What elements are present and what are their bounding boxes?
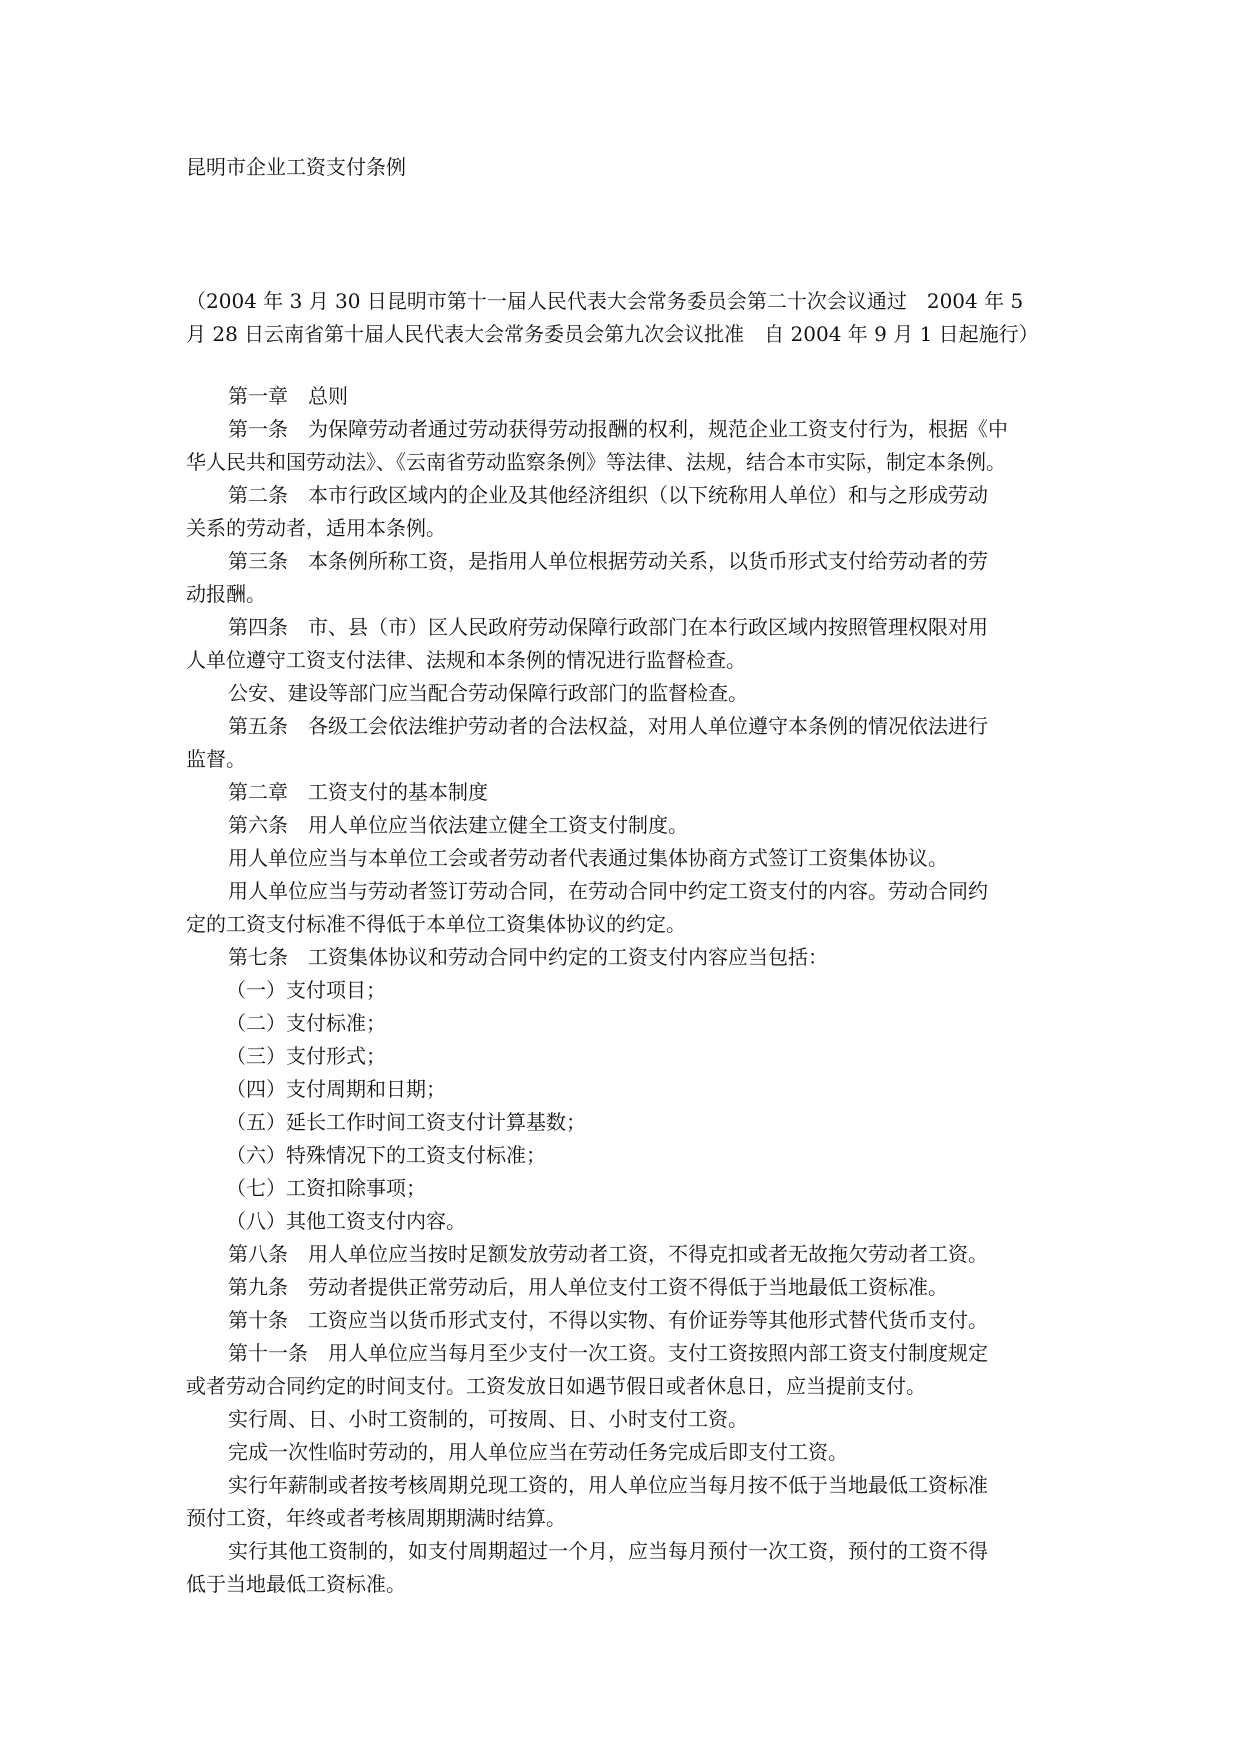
text-line: （七）工资扣除事项； (226, 1176, 426, 1200)
text-line: 动报酬。 (186, 582, 266, 606)
text-line: 实行年薪制或者按考核周期兑现工资的，用人单位应当每月按不低于当地最低工资标准 (228, 1473, 988, 1497)
text-line: 第二条 本市行政区域内的企业及其他经济组织（以下统称用人单位）和与之形成劳动 (228, 483, 988, 507)
text-line: （八）其他工资支付内容。 (226, 1209, 466, 1233)
text-line: （一）支付项目； (226, 978, 386, 1002)
text-line: 第六条 用人单位应当依法建立健全工资支付制度。 (228, 813, 688, 837)
approval-line: （2004 年 3 月 30 日昆明市第十一届人民代表大会常务委员会第二十次会议通过 2004 年 5 (186, 289, 1024, 313)
approval-line: 月 28 日云南省第十届人民代表大会常务委员会第九次会议批准 自 2004 年 9 月 1 日起施行） (186, 322, 1039, 346)
text-line: 实行周、日、小时工资制的，可按周、日、小时支付工资。 (228, 1407, 748, 1431)
text-line: 第三条 本条例所称工资，是指用人单位根据劳动关系，以货币形式支付给劳动者的劳 (228, 549, 988, 573)
text-line: 第九条 劳动者提供正常劳动后，用人单位支付工资不得低于当地最低工资标准。 (228, 1275, 948, 1299)
approval-note (186, 285, 1066, 351)
text-line: 定的工资支付标准不得低于本单位工资集体协议的约定。 (186, 912, 686, 936)
text-line: 用人单位应当与劳动者签订劳动合同，在劳动合同中约定工资支付的内容。劳动合同约 (228, 879, 988, 903)
text-line: 第十一条 用人单位应当每月至少支付一次工资。支付工资按照内部工资支付制度规定 (228, 1341, 988, 1365)
text-line: 第四条 市、县（市）区人民政府劳动保障行政部门在本行政区域内按照管理权限对用 (228, 615, 988, 639)
text-line: 用人单位应当与本单位工会或者劳动者代表通过集体协商方式签订工资集体协议。 (228, 846, 948, 870)
text-line: 第十条 工资应当以货币形式支付，不得以实物、有价证券等其他形式替代货币支付。 (228, 1308, 988, 1332)
text-line: 公安、建设等部门应当配合劳动保障行政部门的监督检查。 (228, 681, 748, 705)
text-line: 关系的劳动者，适用本条例。 (186, 516, 446, 540)
text-line: （二）支付标准； (226, 1011, 386, 1035)
document-title: 昆明市企业工资支付条例 (186, 155, 406, 179)
text-line: 第五条 各级工会依法维护劳动者的合法权益，对用人单位遵守本条例的情况依法进行 (228, 714, 988, 738)
text-line: （六）特殊情况下的工资支付标准； (226, 1143, 546, 1167)
text-line: 第一章 总则 (228, 384, 348, 408)
text-line: 人单位遵守工资支付法律、法规和本条例的情况进行监督检查。 (186, 648, 746, 672)
text-line: 实行其他工资制的，如支付周期超过一个月，应当每月预付一次工资，预付的工资不得 (228, 1539, 988, 1563)
text-line: 第一条 为保障劳动者通过劳动获得劳动报酬的权利，规范企业工资支付行为，根据《中 (228, 417, 1008, 441)
text-line: 低于当地最低工资标准。 (186, 1572, 406, 1596)
text-line: 华人民共和国劳动法》、《云南省劳动监察条例》等法律、法规，结合本市实际，制定本条例。 (186, 450, 1006, 474)
text-line: （四）支付周期和日期； (226, 1077, 446, 1101)
text-line: 监督。 (186, 747, 246, 771)
text-line: 完成一次性临时劳动的，用人单位应当在劳动任务完成后即支付工资。 (228, 1440, 848, 1464)
text-line: 第八条 用人单位应当按时足额发放劳动者工资，不得克扣或者无故拖欠劳动者工资。 (228, 1242, 988, 1266)
text-line: 预付工资，年终或者考核周期期满时结算。 (186, 1506, 566, 1530)
text-line: 或者劳动合同约定的时间支付。工资发放日如遇节假日或者休息日，应当提前支付。 (186, 1374, 926, 1398)
text-line: （五）延长工作时间工资支付计算基数； (226, 1110, 586, 1134)
text-line: 第二章 工资支付的基本制度 (228, 780, 488, 804)
text-line: （三）支付形式； (226, 1044, 386, 1068)
text-line: 第七条 工资集体协议和劳动合同中约定的工资支付内容应当包括： (228, 945, 828, 969)
document-body (186, 380, 1086, 1601)
